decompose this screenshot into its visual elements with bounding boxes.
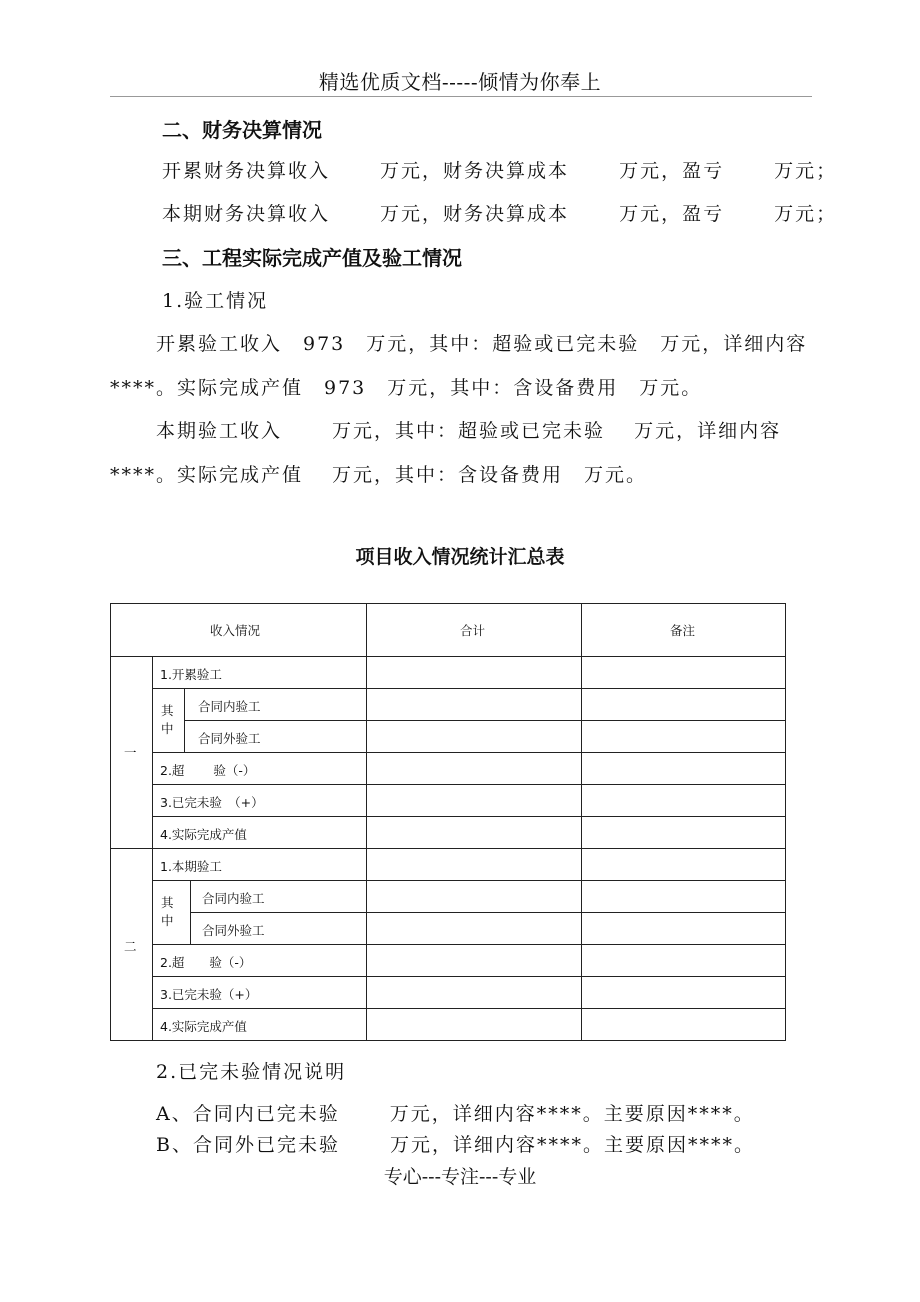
table-row: 1.开累验工 (160, 667, 222, 682)
section3-title: 三、工程实际完成产值及验工情况 (162, 246, 462, 270)
table-row: 1.本期验工 (160, 859, 222, 874)
qizhong-divider (190, 880, 191, 944)
table-row: 2.超 验（-） (160, 955, 252, 970)
cumulative-line1: 开累验工收入 973 万元，其中：超验或已完未验 万元，详细内容 (156, 333, 808, 355)
table-row: 合同外验工 (202, 923, 265, 938)
group-divider (110, 848, 786, 849)
group2-label: 二 (124, 939, 137, 954)
row-line (152, 880, 786, 881)
group1-label: 一 (124, 745, 137, 760)
table-border-top (110, 603, 786, 604)
current-line1: 本期验工收入 万元，其中：超验或已完未验 万元，详细内容 (156, 420, 782, 442)
table-border-left (110, 603, 111, 1040)
row-line (152, 752, 786, 753)
section2-line2: 本期财务决算收入 万元，财务决算成本 万元，盈亏 万元； (162, 203, 838, 225)
col-divider (366, 603, 367, 1040)
table-row: 合同内验工 (202, 891, 265, 906)
table-row: 4.实际完成产值 (160, 827, 247, 842)
row-line (152, 784, 786, 785)
qizhong-label: 其 中 (161, 703, 174, 736)
section2-line1: 开累财务决算收入 万元，财务决算成本 万元，盈亏 万元； (162, 160, 838, 182)
header-income: 收入情况 (210, 623, 261, 638)
table-border-right (785, 603, 786, 1040)
row-line (152, 816, 786, 817)
row-line (152, 688, 786, 689)
explanation-a: A、合同内已完未验 万元，详细内容****。主要原因****。 (156, 1103, 755, 1125)
row-line (152, 944, 786, 945)
table-border-bottom (110, 1040, 786, 1041)
row-line (184, 720, 786, 721)
header-total: 合计 (460, 623, 486, 638)
row-line (190, 912, 786, 913)
cumulative-line2: ****。实际完成产值 973 万元，其中：含设备费用 万元。 (110, 377, 703, 399)
table-row: 2.超 验（-） (160, 763, 256, 778)
row-line (152, 976, 786, 977)
group-col-divider (152, 656, 153, 1040)
table-row: 合同外验工 (198, 731, 261, 746)
current-line2: ****。实际完成产值 万元，其中：含设备费用 万元。 (110, 464, 648, 486)
section2-title: 二、财务决算情况 (162, 118, 322, 142)
qizhong-divider (184, 688, 185, 752)
page-footer: 专心---专注---专业 (383, 1166, 537, 1188)
subsection2-title: 2.已完未验情况说明 (156, 1061, 347, 1083)
table-row: 3.已完未验（+） (160, 987, 258, 1002)
table-header-bottom (110, 656, 786, 657)
table-title: 项目收入情况统计汇总表 (355, 546, 565, 568)
page-header: 精选优质文档-----倾情为你奉上 (318, 70, 602, 94)
table-row: 4.实际完成产值 (160, 1019, 247, 1034)
col-divider (581, 603, 582, 1040)
header-divider (110, 96, 812, 97)
table-row: 3.已完未验 （+） (160, 795, 264, 810)
header-remark: 备注 (670, 623, 696, 638)
income-table (110, 603, 786, 1041)
row-line (152, 1008, 786, 1009)
qizhong-label: 其 中 (161, 895, 174, 928)
table-row: 合同内验工 (198, 699, 261, 714)
explanation-b: B、合同外已完未验 万元，详细内容****。主要原因****。 (156, 1134, 756, 1156)
subsection1-title: 1.验工情况 (162, 290, 269, 312)
